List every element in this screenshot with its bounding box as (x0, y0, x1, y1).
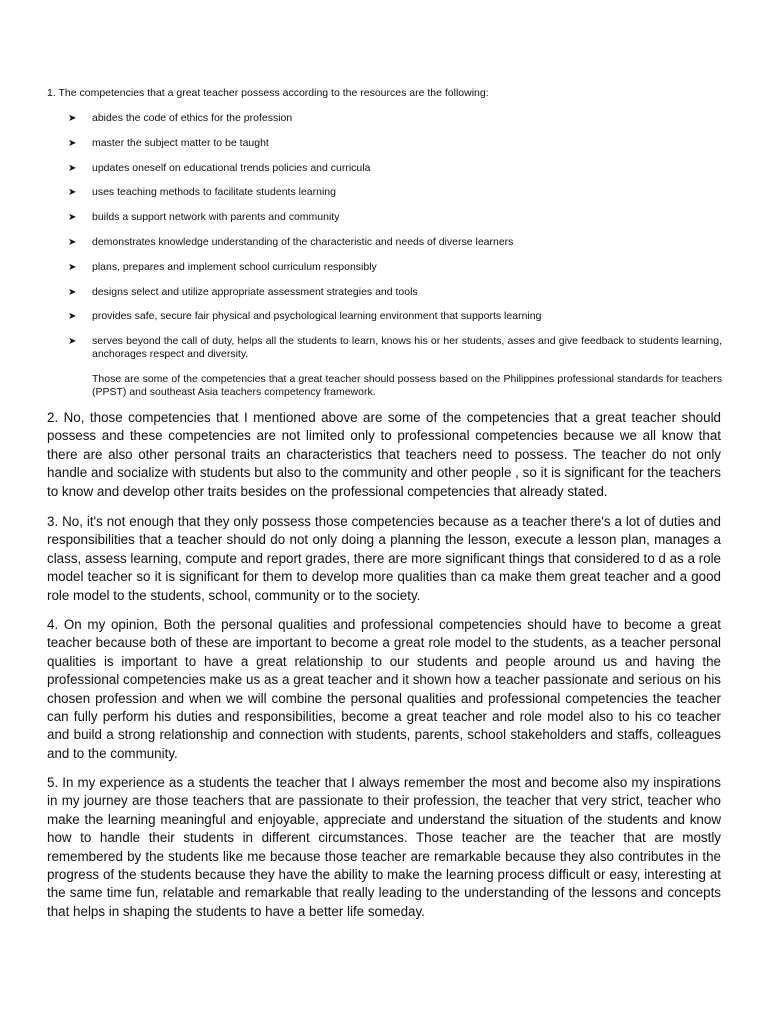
arrow-bullet-icon: ➤ (68, 237, 77, 248)
list-item-text: serves beyond the call of duty, helps all the students to learn, knows his or her students, asses and give feedback to students learning, anchorages respect and diversity. (92, 335, 722, 360)
arrow-bullet-icon: ➤ (68, 262, 77, 273)
list-item-text: builds a support network with parents and community (92, 211, 340, 223)
answer-3-paragraph: 3. No, it's not enough that they only possess those competencies because as a teacher there's a lot of duties and responsibilities that a teacher should do not only doing a planning the lesson, execute a lesson plan, manages a class, assess learning, compute and report grades, there are more significant things that considered to d as a role model teacher so it is significant for them to develop more qualities than ca make them great teacher and a good role model to the students, school, community or to the society. (47, 514, 721, 603)
arrow-bullet-icon: ➤ (68, 336, 77, 347)
question-1-intro: 1. The competencies that a great teacher possess according to the resources are the following: (47, 87, 489, 99)
answer-5-paragraph: 5. In my experience as a students the teacher that I always remember the most and become also my inspirations in my journey are those teachers that are passionate to their profession, the teacher that very strict, teacher who make the learning meaningful and enjoyable, appreciate and understand the situation of the students and know how to handle their students in different circumstances. Those teacher are the teacher that are mostly remembered by the students like me because those teacher are remarkable because they also contributes in the progress of the students because they have the ability to make the learning process difficult or easy, interesting at the same time fun, relatable and remarkable that really leading to the understanding of the lessons and concepts that helps in shaping the students to have a better life someday. (47, 775, 721, 919)
list-item-text: provides safe, secure fair physical and psychological learning environment that supports learning (92, 310, 542, 322)
list-item-text: master the subject matter to be taught (92, 137, 269, 149)
list-item-text: updates oneself on educational trends policies and curricula (92, 162, 371, 174)
question-1-closing-note: Those are some of the competencies that a great teacher should possess based on the Philippines professional standards for teachers (PPST) and southeast Asia teachers competency framework. (92, 373, 722, 398)
list-item-text: plans, prepares and implement school curriculum responsibly (92, 261, 377, 273)
list-item-text: uses teaching methods to facilitate students learning (92, 186, 336, 198)
arrow-bullet-icon: ➤ (68, 287, 77, 298)
answer-4-paragraph: 4. On my opinion, Both the personal qualities and professional competencies should have to become a great teacher because both of these are important to become a great role model to the students, as a teacher personal qualities is important to have a great relationship to our students and people around us and having the professional competencies make us as a great teacher and it shown how a teacher passionate and serious on his chosen profession and when we will combine the personal qualities and professional competencies the teacher can fully perform his duties and responsibilities, become a great teacher and role model also to his co teacher and build a strong relationship and connection with students, parents, school stakeholders and staffs, colleagues and to the community. (47, 617, 721, 761)
list-item-text: designs select and utilize appropriate assessment strategies and tools (92, 286, 418, 298)
list-item-text: abides the code of ethics for the profession (92, 112, 293, 124)
answer-2-paragraph: 2. No, those competencies that I mentioned above are some of the competencies that a great teacher should possess and these competencies are not limited only to professional competencies because we all know that there are also other personal traits an characteristics that teachers need to possess. The teacher do not only handle and socialize with students but also to the community and other people , so it is significant for the teachers to know and develop other traits besides on the professional competencies that already stated. (47, 410, 721, 499)
arrow-bullet-icon: ➤ (68, 212, 77, 223)
arrow-bullet-icon: ➤ (68, 187, 77, 198)
arrow-bullet-icon: ➤ (68, 138, 77, 149)
arrow-bullet-icon: ➤ (68, 311, 77, 322)
arrow-bullet-icon: ➤ (68, 163, 77, 174)
arrow-bullet-icon: ➤ (68, 113, 77, 124)
list-item-text: demonstrates knowledge understanding of the characteristic and needs of diverse learners (92, 236, 514, 248)
